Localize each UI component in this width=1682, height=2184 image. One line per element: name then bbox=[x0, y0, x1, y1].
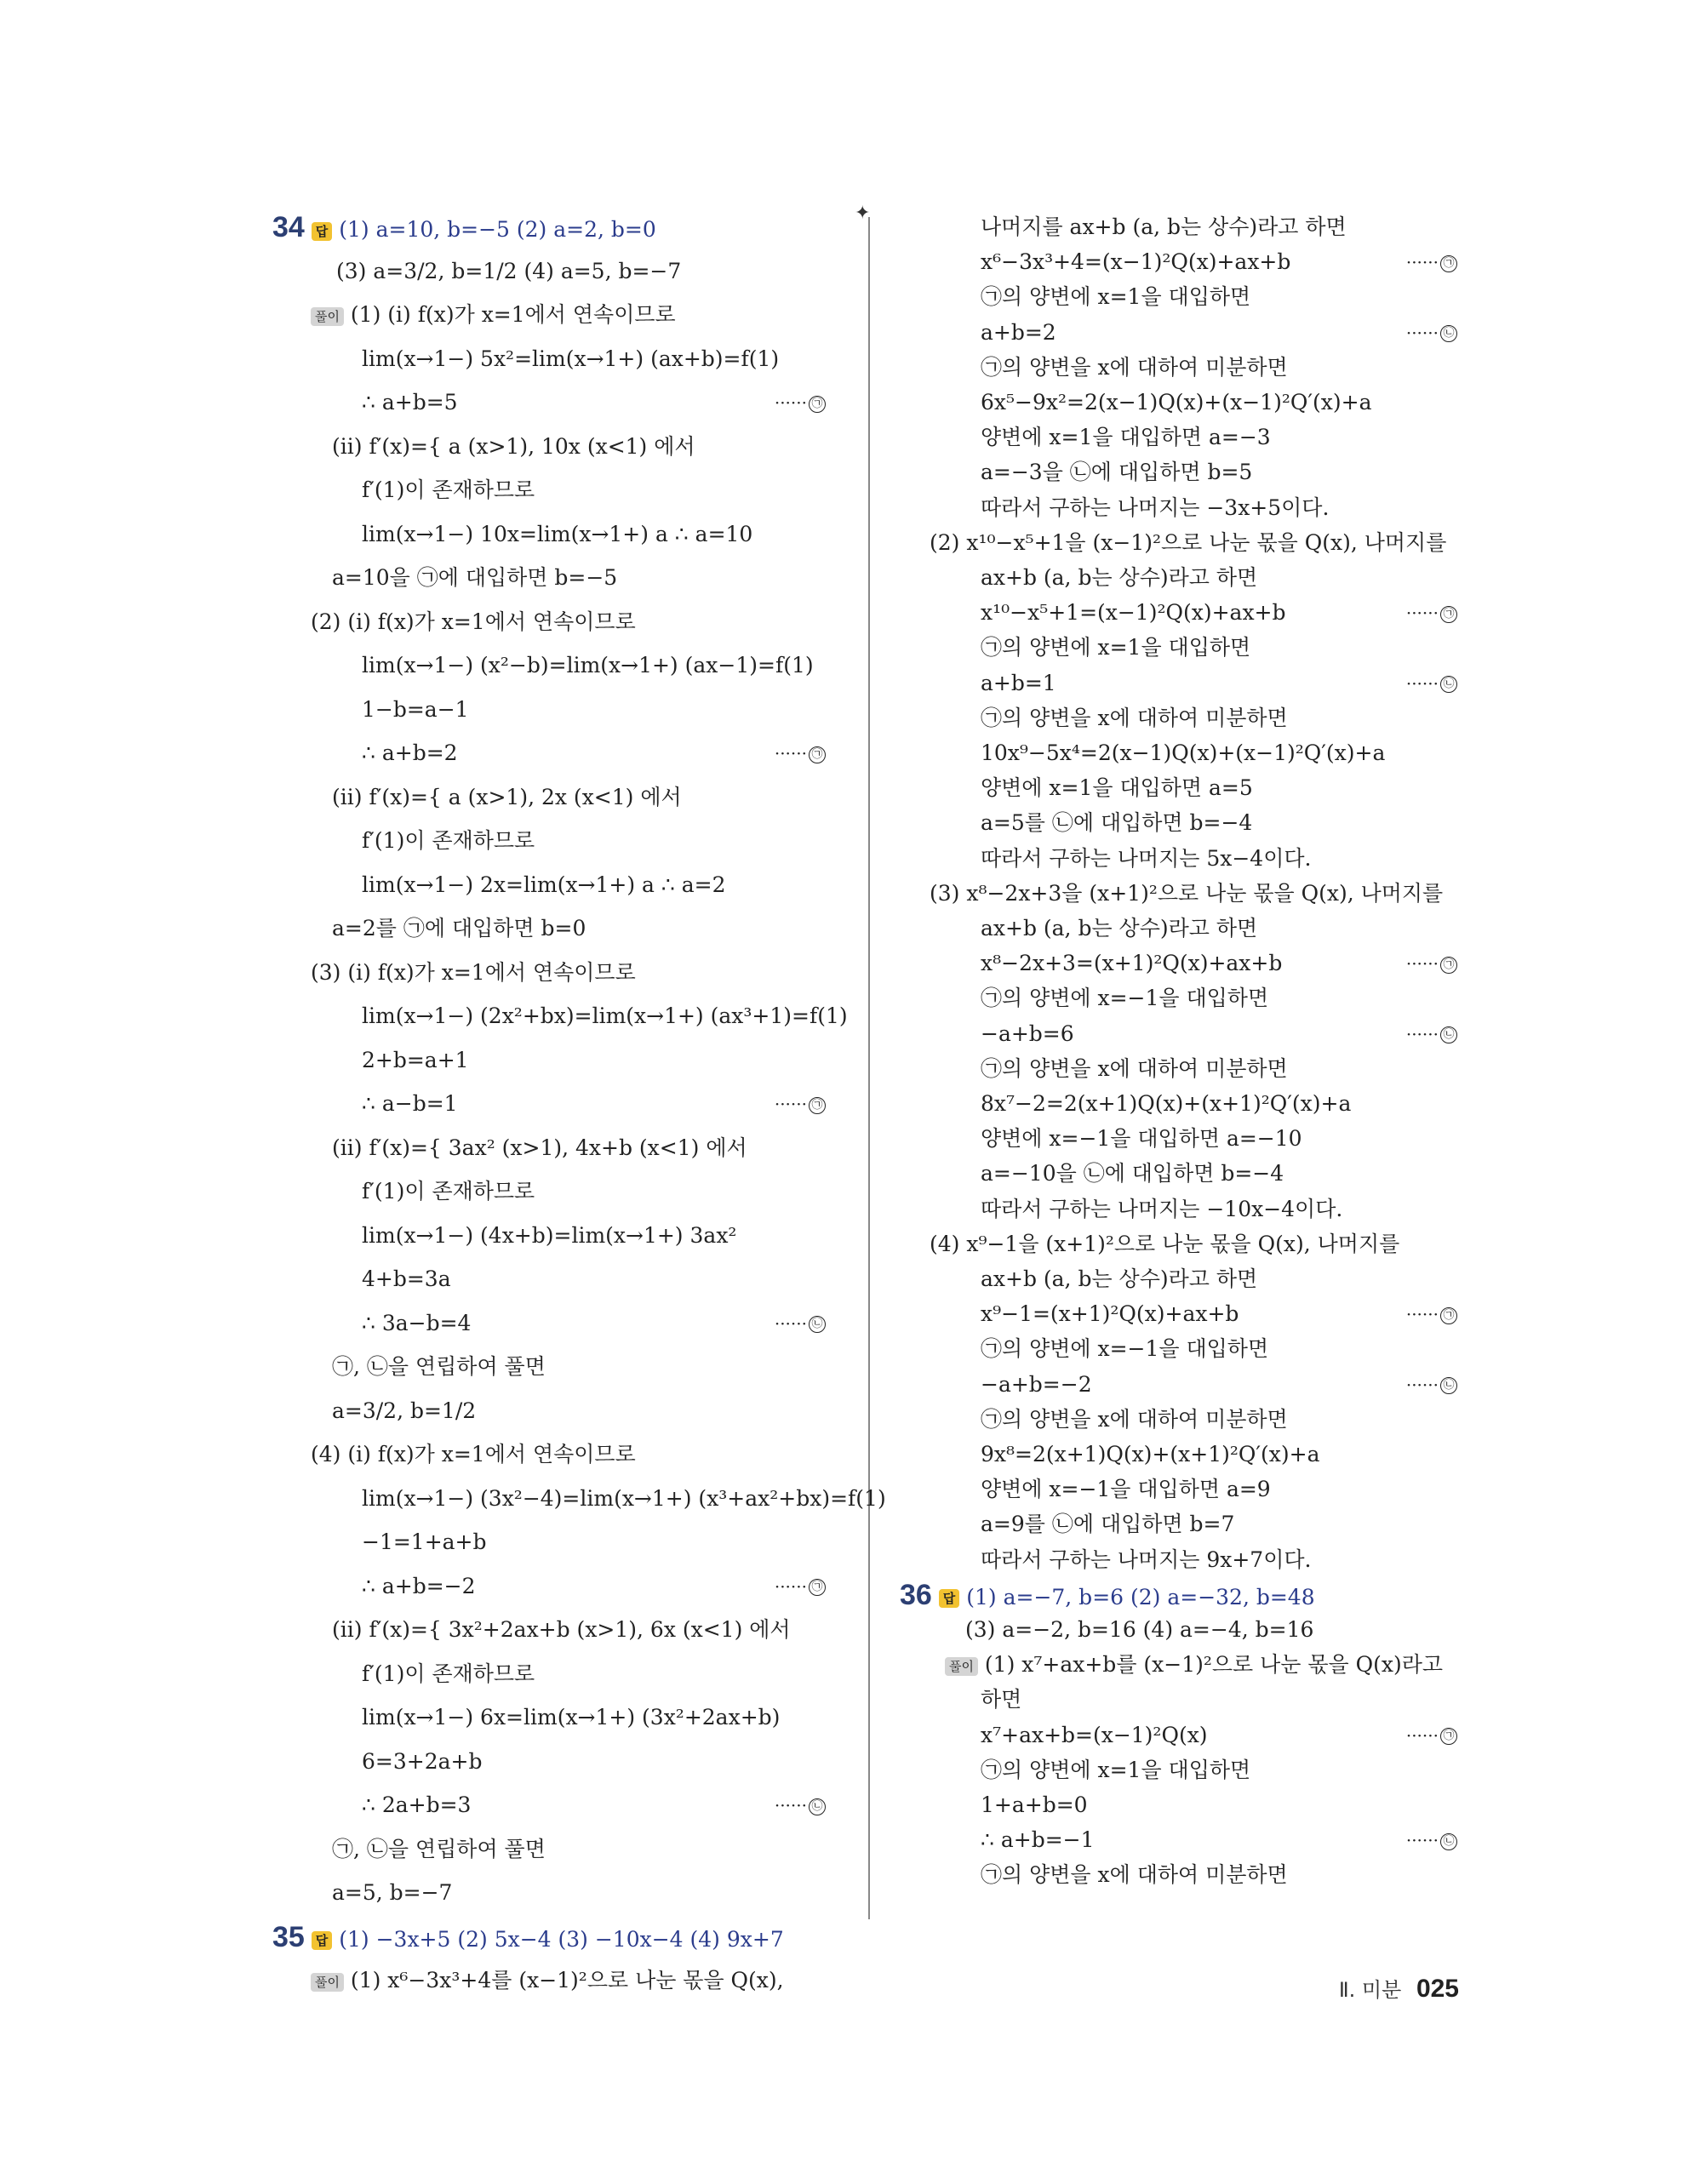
left-line bbox=[332, 1397, 476, 1426]
line-text: ㉠의 양변에 x=−1을 대입하면 bbox=[981, 986, 1269, 1011]
answer-text: (1) −3x+5 (2) 5x−4 (3) −10x−4 (4) 9x+7 bbox=[332, 1926, 784, 1952]
right-line bbox=[981, 1791, 1088, 1820]
answer-text: (1) a=10, b=−5 (2) a=2, b=0 bbox=[332, 217, 656, 242]
answer-badge: 답 bbox=[939, 1589, 960, 1608]
line-text: lim(x→1−) (x²−b)=lim(x→1+) (ax−1)=f(1) bbox=[362, 653, 814, 677]
left-line bbox=[332, 1878, 452, 1907]
equation-tag: ······ ㉠ bbox=[1406, 248, 1457, 277]
left-line bbox=[362, 1221, 736, 1250]
left-line bbox=[332, 1835, 546, 1864]
line-text: a+b=2 bbox=[981, 319, 1056, 345]
circled-marker-icon: ㉡ bbox=[1440, 1833, 1457, 1850]
left-line bbox=[311, 608, 636, 637]
line-text: ∴ a−b=1 bbox=[362, 1091, 458, 1116]
line-text: 2+b=a+1 bbox=[362, 1047, 469, 1072]
left-line bbox=[332, 1352, 546, 1381]
line-text: (ⅱ) f′(x)={ 3ax² (x>1), 4x+b (x<1) 에서 bbox=[332, 1135, 747, 1160]
line-text: ax+b (a, b는 상수)라고 하면 bbox=[981, 916, 1258, 940]
line-text: f′(1)이 존재하므로 bbox=[362, 1179, 535, 1203]
right-line bbox=[981, 1020, 1074, 1049]
right-line bbox=[981, 423, 1271, 452]
left-line bbox=[332, 1134, 747, 1163]
footer-section: Ⅱ. 미분 bbox=[1338, 1978, 1402, 2002]
right-line bbox=[945, 1650, 1443, 1679]
right-line bbox=[981, 914, 1257, 943]
line-text: ㉠의 양변에 x=−1을 대입하면 bbox=[981, 1336, 1269, 1362]
left-line bbox=[362, 520, 752, 549]
problem-number: 36 bbox=[900, 1578, 932, 1611]
line-text: ㉠의 양변에 x=1을 대입하면 bbox=[981, 1757, 1251, 1782]
line-text: (2) x¹⁰−x⁵+1을 (x−1)²으로 나눈 몫을 Q(x), 나머지를 bbox=[930, 529, 1447, 555]
line-text: 4+b=3a bbox=[362, 1266, 451, 1291]
line-text: x⁹−1=(x+1)²Q(x)+ax+b bbox=[981, 1301, 1239, 1327]
left-line bbox=[362, 695, 469, 724]
line-text bbox=[272, 1920, 784, 1953]
line-text: −a+b=6 bbox=[981, 1021, 1074, 1046]
right-line bbox=[981, 1756, 1250, 1785]
left-line bbox=[362, 476, 535, 505]
circled-marker-icon: ㉠ bbox=[1440, 606, 1457, 623]
line-text bbox=[900, 1578, 1315, 1611]
left-line bbox=[311, 958, 636, 987]
left-line bbox=[362, 1309, 471, 1338]
right-line bbox=[981, 704, 1288, 733]
left-line bbox=[362, 1046, 469, 1075]
line-text: ㉠, ㉡을 연립하여 풀면 bbox=[332, 1354, 546, 1379]
circled-marker-icon: ㉠ bbox=[1440, 1728, 1457, 1745]
right-line bbox=[900, 1578, 1315, 1612]
right-line bbox=[930, 529, 1446, 557]
circled-marker-icon: ㉡ bbox=[1440, 1377, 1457, 1394]
right-line bbox=[981, 458, 1252, 487]
line-text: 따라서 구하는 나머지는 −10x−4이다. bbox=[981, 1196, 1343, 1221]
line-text: (4) x⁹−1을 (x+1)²으로 나눈 몫을 Q(x), 나머지를 bbox=[930, 1231, 1400, 1256]
line-text: ㉠의 양변에 x=1을 대입하면 bbox=[981, 284, 1251, 310]
right-line bbox=[981, 598, 1286, 627]
right-line bbox=[981, 1685, 1021, 1714]
right-line bbox=[930, 1230, 1399, 1259]
line-text: (ⅱ) f′(x)={ 3x²+2ax+b (x>1), 6x (x<1) 에서 bbox=[332, 1617, 791, 1642]
line-text: 양변에 x=1을 대입하면 a=5 bbox=[981, 775, 1253, 801]
line-text: (ⅱ) f′(x)={ a (x>1), 2x (x<1) 에서 bbox=[332, 784, 682, 809]
line-text: 6=3+2a+b bbox=[362, 1748, 483, 1774]
equation-tag: ······ ㉡ bbox=[1406, 1020, 1457, 1049]
line-text: 따라서 구하는 나머지는 9x+7이다. bbox=[981, 1547, 1312, 1572]
solution-badge: 풀이 bbox=[311, 307, 344, 326]
right-line bbox=[981, 633, 1250, 662]
line-text: lim(x→1−) 10x=lim(x→1+) a ∴ a=10 bbox=[362, 521, 753, 546]
right-line bbox=[981, 1546, 1311, 1575]
line-text: 따라서 구하는 나머지는 5x−4이다. bbox=[981, 845, 1312, 871]
right-line bbox=[930, 879, 1443, 908]
left-line bbox=[311, 1440, 636, 1469]
right-line bbox=[981, 1124, 1302, 1153]
line-text: 나머지를 ax+b (a, b는 상수)라고 하면 bbox=[981, 214, 1347, 239]
right-line bbox=[981, 248, 1290, 277]
page-number: 025 bbox=[1416, 1975, 1459, 2003]
left-line bbox=[332, 783, 682, 812]
right-line bbox=[981, 1195, 1342, 1224]
equation-tag: ······ ㉠ bbox=[775, 388, 826, 417]
line-text: 1+a+b=0 bbox=[981, 1792, 1088, 1817]
answer-badge: 답 bbox=[312, 1931, 333, 1950]
line-text: (3) a=3/2, b=1/2 (4) a=5, b=−7 bbox=[336, 258, 682, 283]
right-line bbox=[981, 1826, 1095, 1855]
line-text: lim(x→1−) 5x²=lim(x→1+) (ax+b)=f(1) bbox=[362, 346, 780, 371]
equation-tag: ······ ㉡ bbox=[775, 1791, 826, 1820]
line-text: ㉠의 양변을 x에 대하여 미분하면 bbox=[981, 1406, 1288, 1432]
line-text: 양변에 x=1을 대입하면 a=−3 bbox=[981, 425, 1271, 450]
equation-tag: ······ ㉡ bbox=[1406, 669, 1457, 698]
left-line bbox=[272, 1920, 784, 1954]
left-line bbox=[332, 563, 617, 592]
right-line bbox=[981, 318, 1056, 347]
right-line bbox=[981, 1475, 1271, 1504]
line-text: ∴ a+b=2 bbox=[362, 740, 458, 765]
right-line bbox=[981, 353, 1288, 382]
right-line bbox=[981, 844, 1311, 873]
circled-marker-icon: ㉠ bbox=[809, 1579, 826, 1596]
equation-tag: ······ ㉠ bbox=[775, 1089, 826, 1118]
line-text: a=2를 ㉠에 대입하면 b=0 bbox=[332, 916, 586, 940]
line-text: 10x⁹−5x⁴=2(x−1)Q(x)+(x−1)²Q′(x)+a bbox=[981, 740, 1386, 765]
left-line bbox=[362, 1572, 476, 1601]
line-text: 풀이 (1) x⁷+ax+b를 (x−1)²으로 나눈 몫을 Q(x)라고 bbox=[945, 1652, 1443, 1677]
equation-tag: ······ ㉠ bbox=[1406, 1300, 1457, 1329]
solution-badge: 풀이 bbox=[311, 1973, 344, 1992]
line-text: x⁷+ax+b=(x−1)²Q(x) bbox=[981, 1722, 1208, 1747]
right-line bbox=[981, 283, 1250, 312]
line-text: a=5, b=−7 bbox=[332, 1880, 453, 1905]
right-line bbox=[965, 1615, 1313, 1644]
left-line bbox=[272, 213, 656, 244]
left-line bbox=[362, 345, 779, 374]
right-line bbox=[981, 809, 1252, 838]
left-line bbox=[362, 1660, 535, 1689]
line-text: lim(x→1−) (2x²+bx)=lim(x→1+) (ax³+1)=f(1) bbox=[362, 1003, 848, 1028]
line-text: a=−10을 ㉡에 대입하면 b=−4 bbox=[981, 1161, 1284, 1186]
right-line bbox=[981, 1370, 1092, 1399]
left-line bbox=[362, 388, 458, 417]
line-text: ∴ 3a−b=4 bbox=[362, 1310, 472, 1335]
line-text: ∴ 2a+b=3 bbox=[362, 1792, 472, 1817]
line-text: a=10을 ㉠에 대입하면 b=−5 bbox=[332, 565, 618, 590]
equation-tag: ······ ㉠ bbox=[1406, 598, 1457, 627]
line-text: ∴ a+b=5 bbox=[362, 390, 458, 415]
circled-marker-icon: ㉠ bbox=[1440, 1307, 1457, 1324]
line-text: ㉠의 양변을 x에 대하여 미분하면 bbox=[981, 354, 1288, 380]
answer-badge: 답 bbox=[312, 222, 333, 241]
left-line bbox=[332, 914, 586, 943]
circled-marker-icon: ㉡ bbox=[809, 1316, 826, 1333]
solution-badge: 풀이 bbox=[945, 1657, 978, 1676]
circled-marker-icon: ㉠ bbox=[809, 746, 826, 763]
line-text: 8x⁷−2=2(x+1)Q(x)+(x+1)²Q′(x)+a bbox=[981, 1091, 1352, 1116]
line-text: ㉠의 양변을 x에 대하여 미분하면 bbox=[981, 1055, 1288, 1081]
line-text: (4) (ⅰ) f(x)가 x=1에서 연속이므로 bbox=[311, 1442, 636, 1466]
line-text bbox=[272, 211, 656, 243]
problem-number: 35 bbox=[272, 1920, 305, 1953]
right-line bbox=[981, 563, 1257, 592]
left-line bbox=[332, 1615, 791, 1644]
left-line bbox=[362, 1002, 848, 1031]
right-line bbox=[981, 1055, 1288, 1083]
line-text: ㉠의 양변을 x에 대하여 미분하면 bbox=[981, 705, 1288, 730]
left-line bbox=[336, 257, 681, 286]
equation-tag: ······ ㉠ bbox=[1406, 949, 1457, 978]
right-line bbox=[981, 774, 1253, 803]
right-line bbox=[981, 1089, 1351, 1118]
left-line bbox=[332, 432, 695, 461]
line-text: f′(1)이 존재하므로 bbox=[362, 1661, 535, 1686]
equation-tag: ······ ㉡ bbox=[1406, 318, 1457, 347]
line-text: 풀이 (1) x⁶−3x³+4를 (x−1)²으로 나눈 몫을 Q(x), bbox=[311, 1968, 784, 1992]
equation-tag: ······ ㉠ bbox=[1406, 1721, 1457, 1750]
line-text: (ⅱ) f′(x)={ a (x>1), 10x (x<1) 에서 bbox=[332, 433, 695, 459]
circled-marker-icon: ㉠ bbox=[1440, 255, 1457, 272]
right-line bbox=[981, 1335, 1268, 1364]
circled-marker-icon: ㉡ bbox=[1440, 676, 1457, 693]
line-text: f′(1)이 존재하므로 bbox=[362, 477, 535, 502]
right-line bbox=[981, 1300, 1239, 1329]
line-text: x⁸−2x+3=(x+1)²Q(x)+ax+b bbox=[981, 951, 1283, 976]
line-text: 따라서 구하는 나머지는 −3x+5이다. bbox=[981, 495, 1330, 520]
equation-tag: ······ ㉠ bbox=[775, 1572, 826, 1601]
left-line bbox=[362, 1747, 482, 1776]
circled-marker-icon: ㉡ bbox=[809, 1798, 826, 1815]
right-line bbox=[981, 1159, 1284, 1188]
right-line bbox=[981, 213, 1347, 242]
left-line bbox=[311, 300, 676, 329]
line-text: lim(x→1−) 2x=lim(x→1+) a ∴ a=2 bbox=[362, 872, 726, 897]
left-line bbox=[362, 1703, 780, 1732]
line-text: (2) (ⅰ) f(x)가 x=1에서 연속이므로 bbox=[311, 609, 636, 634]
left-line bbox=[362, 1528, 487, 1557]
line-text: ax+b (a, b는 상수)라고 하면 bbox=[981, 565, 1258, 590]
line-text: ㉠의 양변에 x=1을 대입하면 bbox=[981, 635, 1251, 660]
line-text: 양변에 x=−1을 대입하면 a=9 bbox=[981, 1477, 1271, 1502]
page-footer bbox=[1339, 1973, 1459, 2004]
line-text: 하면 bbox=[981, 1687, 1022, 1712]
line-text: lim(x→1−) 6x=lim(x→1+) (3x²+2ax+b) bbox=[362, 1705, 781, 1729]
line-text: −a+b=−2 bbox=[981, 1371, 1092, 1397]
circled-marker-icon: ㉡ bbox=[1440, 325, 1457, 342]
right-line bbox=[981, 739, 1385, 768]
right-line bbox=[981, 1721, 1208, 1750]
left-line bbox=[362, 871, 726, 900]
right-line bbox=[981, 1510, 1234, 1539]
right-line bbox=[981, 388, 1371, 417]
line-text: 양변에 x=−1을 대입하면 a=−10 bbox=[981, 1126, 1302, 1152]
left-line bbox=[311, 1966, 784, 1995]
line-text: 1−b=a−1 bbox=[362, 696, 469, 722]
line-text: a=9를 ㉡에 대입하면 b=7 bbox=[981, 1512, 1235, 1537]
line-text: a=3/2, b=1/2 bbox=[332, 1398, 477, 1423]
right-line bbox=[981, 1440, 1320, 1469]
column-divider bbox=[868, 217, 870, 1919]
line-text: 9x⁸=2(x+1)Q(x)+(x+1)²Q′(x)+a bbox=[981, 1442, 1320, 1466]
line-text: ∴ a+b=−1 bbox=[981, 1827, 1095, 1853]
left-line bbox=[362, 1177, 535, 1206]
left-line bbox=[362, 1089, 458, 1118]
left-line bbox=[362, 651, 814, 680]
right-line bbox=[981, 669, 1056, 698]
circled-marker-icon: ㉡ bbox=[1440, 1026, 1457, 1043]
line-text: f′(1)이 존재하므로 bbox=[362, 828, 535, 853]
line-text: a=−3을 ㉡에 대입하면 b=5 bbox=[981, 460, 1253, 485]
equation-tag: ······ ㉡ bbox=[775, 1309, 826, 1338]
line-text: (3) a=−2, b=16 (4) a=−4, b=16 bbox=[965, 1617, 1314, 1642]
left-line bbox=[362, 1791, 471, 1820]
line-text: a+b=1 bbox=[981, 670, 1056, 695]
right-line bbox=[981, 1405, 1288, 1434]
right-line bbox=[981, 949, 1282, 978]
left-line bbox=[362, 1265, 451, 1294]
line-text: −1=1+a+b bbox=[362, 1529, 487, 1554]
circled-marker-icon: ㉠ bbox=[1440, 957, 1457, 974]
line-text: lim(x→1−) (4x+b)=lim(x→1+) 3ax² bbox=[362, 1222, 737, 1248]
circled-marker-icon: ㉠ bbox=[809, 1097, 826, 1114]
line-text: 6x⁵−9x²=2(x−1)Q(x)+(x−1)²Q′(x)+a bbox=[981, 390, 1372, 415]
equation-tag: ······ ㉡ bbox=[1406, 1370, 1457, 1399]
answer-text: (1) a=−7, b=6 (2) a=−32, b=48 bbox=[959, 1584, 1315, 1609]
line-text: ㉠, ㉡을 연립하여 풀면 bbox=[332, 1836, 546, 1861]
line-text: ∴ a+b=−2 bbox=[362, 1573, 476, 1598]
line-text: ax+b (a, b는 상수)라고 하면 bbox=[981, 1266, 1258, 1291]
right-line bbox=[981, 984, 1268, 1013]
right-line bbox=[981, 1861, 1288, 1890]
left-line bbox=[362, 739, 458, 768]
divider-ornament: ✦ bbox=[855, 203, 871, 224]
equation-tag: ······ ㉡ bbox=[1406, 1826, 1457, 1855]
line-text: x⁶−3x³+4=(x−1)²Q(x)+ax+b bbox=[981, 249, 1291, 275]
line-text: (3) x⁸−2x+3을 (x+1)²으로 나눈 몫을 Q(x), 나머지를 bbox=[930, 880, 1444, 906]
left-line bbox=[362, 1484, 886, 1513]
right-line bbox=[981, 494, 1329, 523]
line-text: (3) (ⅰ) f(x)가 x=1에서 연속이므로 bbox=[311, 959, 636, 985]
line-text: ㉠의 양변을 x에 대하여 미분하면 bbox=[981, 1862, 1288, 1888]
left-line bbox=[362, 826, 535, 855]
line-text: a=5를 ㉡에 대입하면 b=−4 bbox=[981, 810, 1253, 836]
line-text: x¹⁰−x⁵+1=(x−1)²Q(x)+ax+b bbox=[981, 600, 1286, 626]
problem-number: 34 bbox=[272, 211, 305, 243]
right-line bbox=[981, 1265, 1257, 1294]
equation-tag: ······ ㉠ bbox=[775, 739, 826, 768]
line-text: lim(x→1−) (3x²−4)=lim(x→1+) (x³+ax²+bx)=f(1) bbox=[362, 1485, 886, 1511]
line-text: 풀이 (1) (ⅰ) f(x)가 x=1에서 연속이므로 bbox=[311, 302, 676, 327]
circled-marker-icon: ㉠ bbox=[809, 396, 826, 413]
